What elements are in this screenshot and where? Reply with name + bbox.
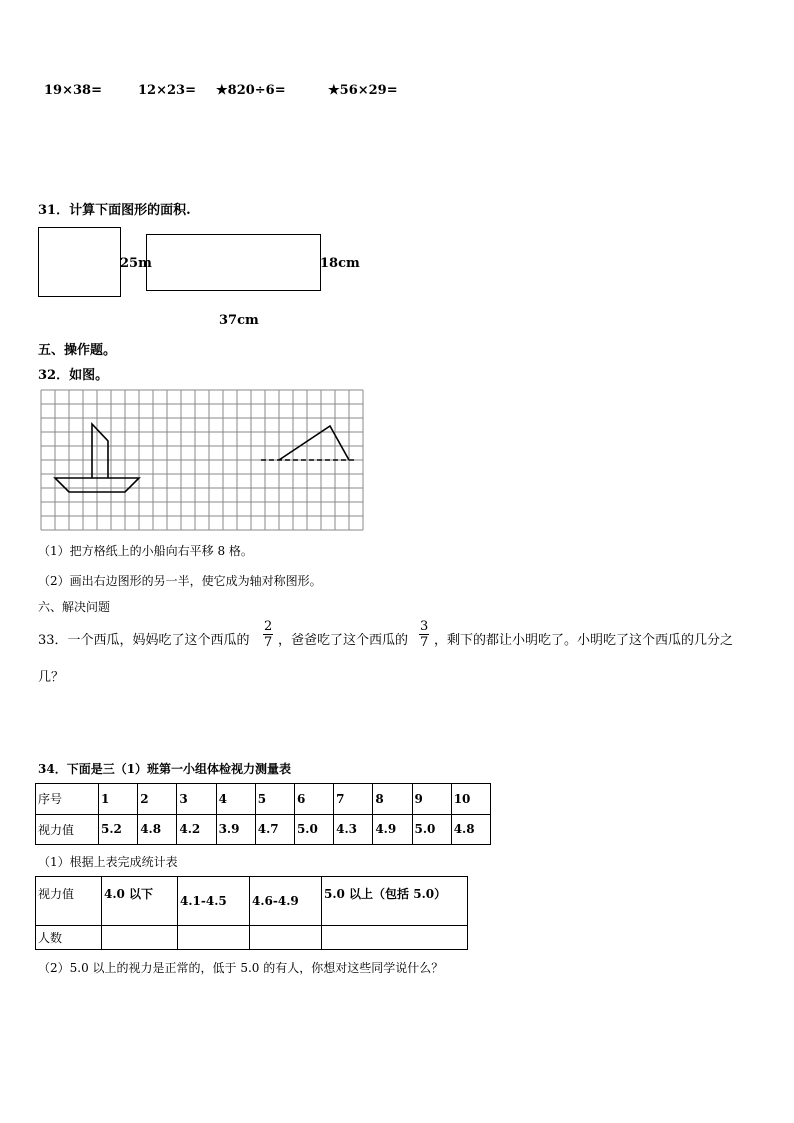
table-cell: 5.2 xyxy=(99,814,138,845)
calc-item-4: ★56×29= xyxy=(328,83,398,98)
fraction-1-numerator: 2 xyxy=(264,619,273,634)
table-cell: 人数 xyxy=(36,926,102,950)
table-header: 4.1-4.5 xyxy=(178,877,250,926)
table-cell: 2 xyxy=(138,784,177,815)
q33-text-suffix: ，剩下的都让小明吃了。小明吃了这个西瓜的几分之 xyxy=(434,633,734,648)
fraction-1-denominator: 7 xyxy=(264,635,273,650)
table-cell: 8 xyxy=(373,784,412,815)
answer-cell[interactable] xyxy=(250,926,322,950)
half-figure-shape xyxy=(279,426,349,460)
table-header: 5.0 以上（包括 5.0） xyxy=(322,877,468,926)
calc-item-3: ★820÷6= xyxy=(216,83,286,98)
fraction-2-numerator: 3 xyxy=(420,619,429,634)
calc-item-2: 12×23= xyxy=(138,83,196,98)
calc-item-1: 19×38= xyxy=(44,83,102,98)
table-cell: 10 xyxy=(451,784,490,815)
table-row xyxy=(36,814,491,845)
table-row xyxy=(36,877,468,926)
square-shape xyxy=(38,227,121,297)
q33-text-line2: 几？ xyxy=(38,670,65,685)
table-cell: 5.0 xyxy=(294,814,333,845)
table-row xyxy=(36,926,468,950)
q33-fraction-1 xyxy=(263,620,273,650)
q34-part1: （1）根据上表完成统计表 xyxy=(38,855,178,869)
square-side-label: 25m xyxy=(120,256,152,271)
rect-width-label: 18cm xyxy=(320,256,360,271)
vision-data-table xyxy=(35,783,491,845)
fraction-2-denominator: 7 xyxy=(420,635,429,650)
table-cell: 4 xyxy=(216,784,255,815)
table-cell: 3 xyxy=(177,784,216,815)
q33-text-middle: ，爸爸吃了这个西瓜的 xyxy=(278,633,409,648)
table-cell: 视力值 xyxy=(36,814,99,845)
table-header: 4.6-4.9 xyxy=(250,877,322,926)
table-cell: 7 xyxy=(334,784,373,815)
q32-part2: （2）画出右边图形的另一半，使它成为轴对称图形。 xyxy=(38,574,322,588)
section-5-heading: 五、操作题。 xyxy=(38,343,117,358)
table-cell: 4.7 xyxy=(255,814,294,845)
table-cell: 6 xyxy=(294,784,333,815)
q31-title: 31．计算下面图形的面积. xyxy=(38,203,191,218)
table-cell: 5 xyxy=(255,784,294,815)
rectangle-shape xyxy=(146,234,321,291)
q34-title: 34．下面是三（1）班第一小组体检视力测量表 xyxy=(38,762,292,776)
q34-part2: （2）5.0 以上的视力是正常的，低于 5.0 的有人，你想对这些同学说什么？ xyxy=(38,961,444,975)
q32-part1: （1）把方格纸上的小船向右平移 8 格。 xyxy=(38,544,253,558)
table-cell: 5.0 xyxy=(412,814,451,845)
table-cell: 9 xyxy=(412,784,451,815)
rect-length-label: 37cm xyxy=(219,313,259,328)
table-row xyxy=(36,784,491,815)
q33-text-prefix: 33．一个西瓜，妈妈吃了这个西瓜的 xyxy=(38,633,250,648)
answer-cell[interactable] xyxy=(178,926,250,950)
table-cell: 4.2 xyxy=(177,814,216,845)
table-cell: 1 xyxy=(99,784,138,815)
table-header: 4.0 以下 xyxy=(102,877,178,926)
table-cell: 4.3 xyxy=(334,814,373,845)
table-cell: 序号 xyxy=(36,784,99,815)
table-cell: 4.8 xyxy=(451,814,490,845)
q33-fraction-2 xyxy=(419,620,429,650)
table-cell: 4.8 xyxy=(138,814,177,845)
section-6-heading: 六、解决问题 xyxy=(38,600,111,614)
answer-cell[interactable] xyxy=(102,926,178,950)
answer-cell[interactable] xyxy=(322,926,468,950)
table-cell: 3.9 xyxy=(216,814,255,845)
grid-figure xyxy=(38,389,368,531)
q32-title: 32．如图。 xyxy=(38,368,109,383)
table-header: 视力值 xyxy=(36,877,102,926)
vision-stats-table xyxy=(35,876,468,950)
table-cell: 4.9 xyxy=(373,814,412,845)
